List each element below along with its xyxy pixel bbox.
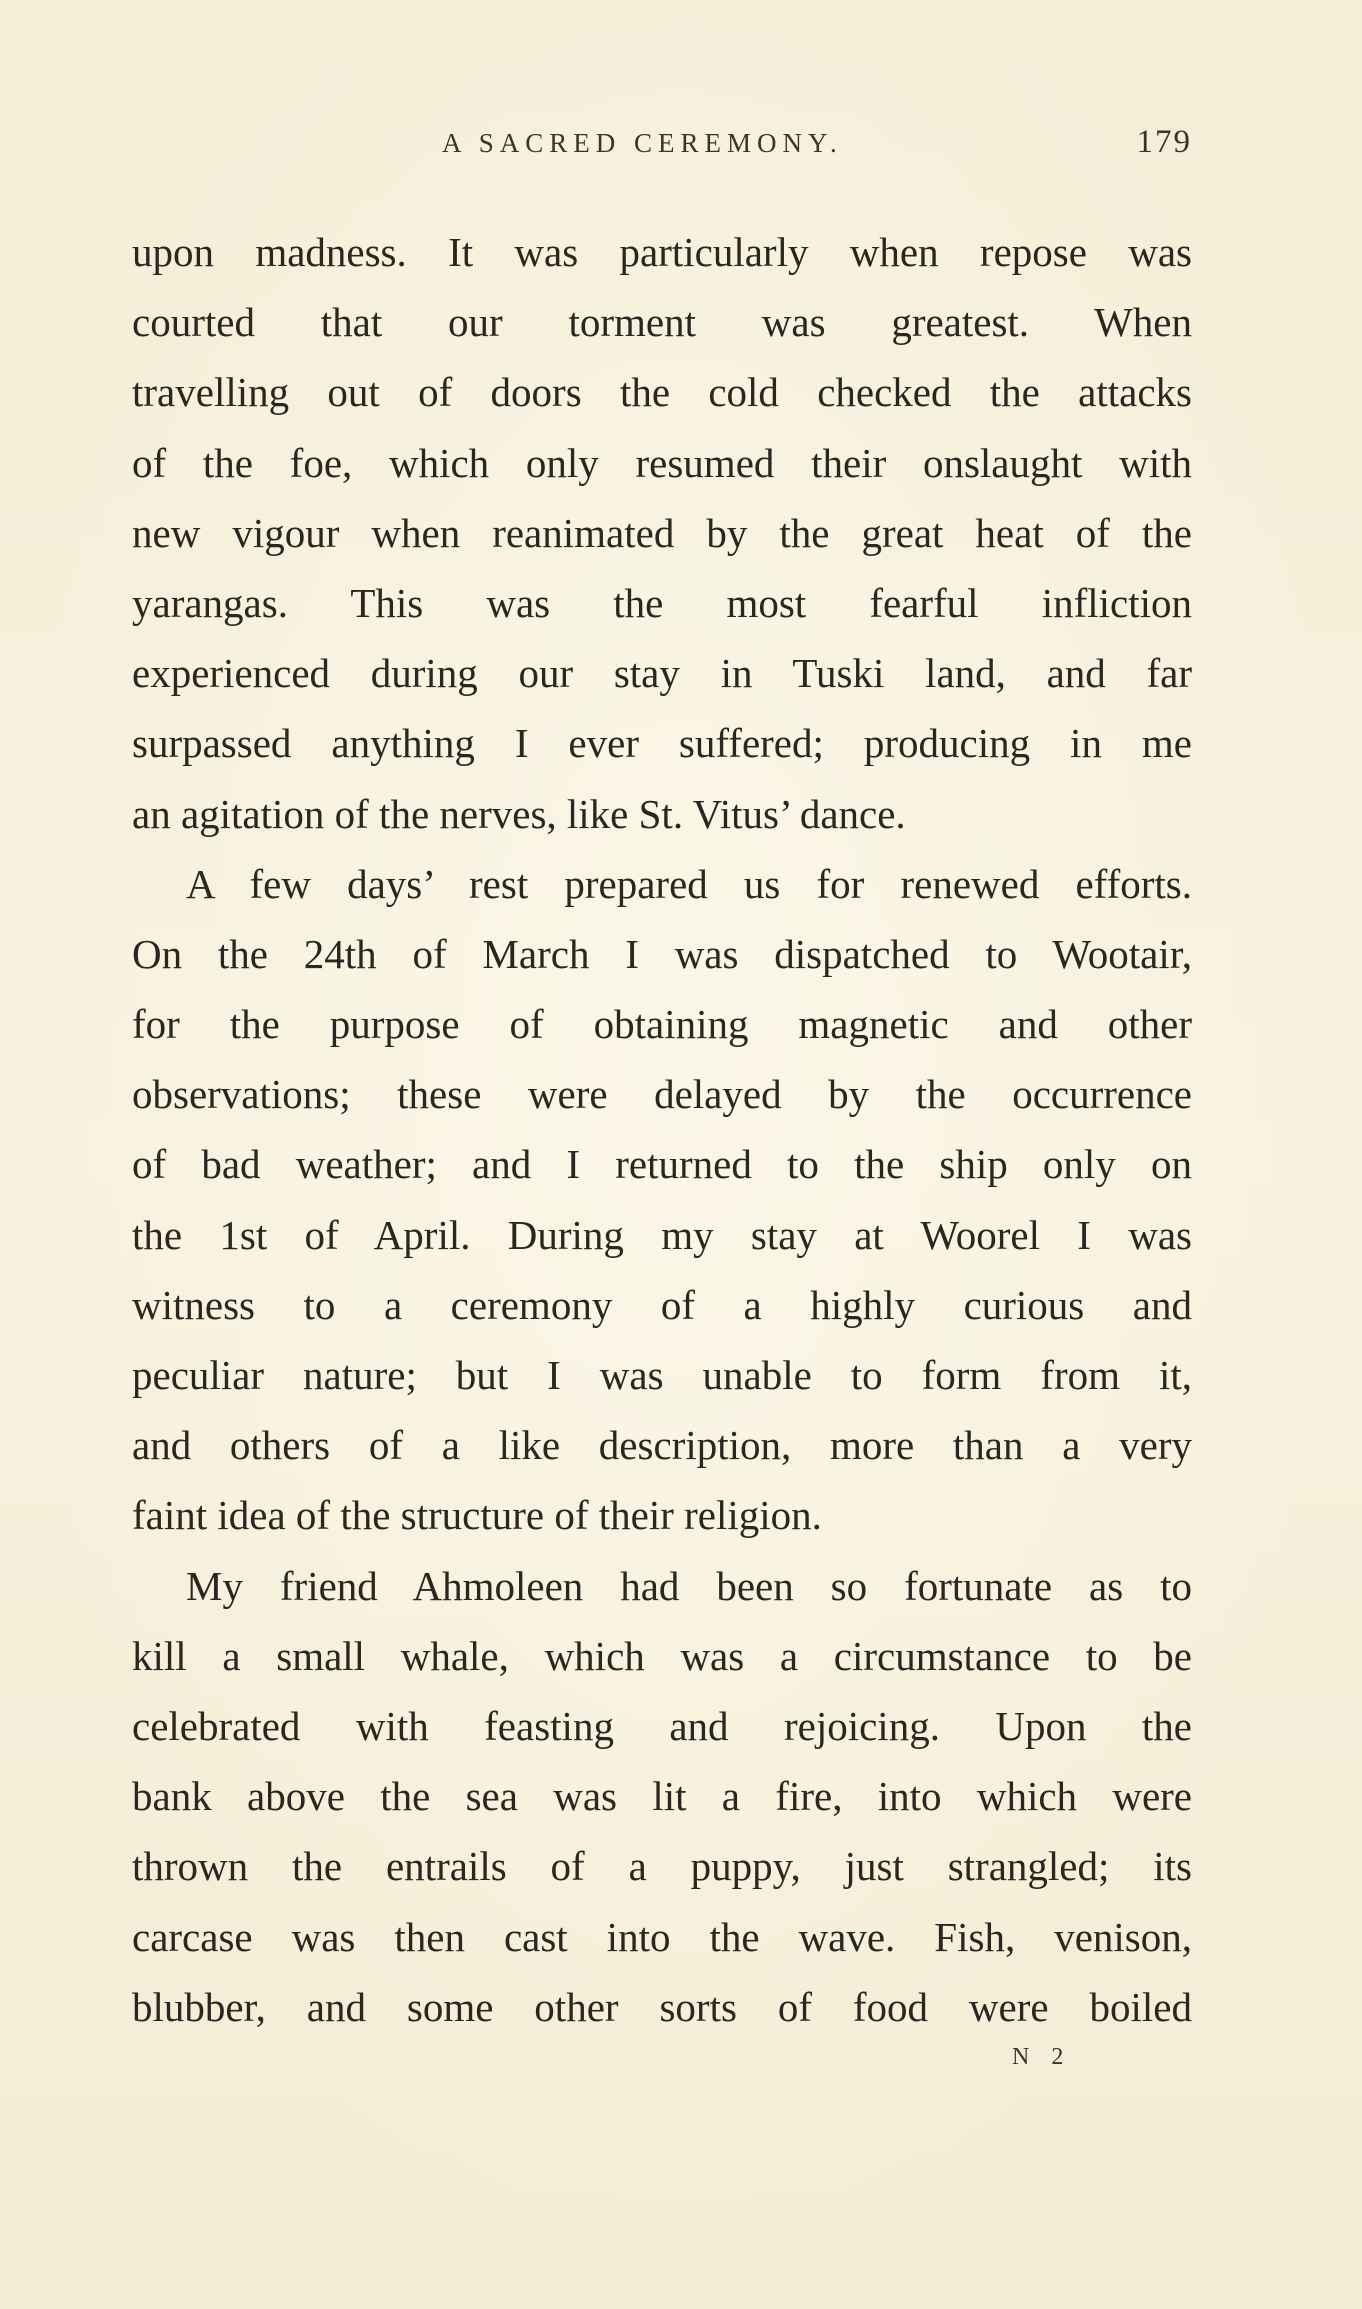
- text-line: of the foe, which only resumed their onslaught with: [132, 439, 1192, 486]
- text-line: and others of a like description, more than a very: [132, 1422, 1192, 1469]
- text-line: celebrated with feasting and rejoicing. Upon the: [132, 1702, 1192, 1749]
- text-line: new vigour when reanimated by the great heat of the: [132, 509, 1192, 556]
- text-line: experienced during our stay in Tuski land, and far: [132, 650, 1192, 697]
- text-line: peculiar nature; but I was unable to form from it,: [132, 1352, 1192, 1398]
- text-line: observations; these were delayed by the occurrence: [132, 1071, 1192, 1118]
- text-line: for the purpose of obtaining magnetic and other: [132, 1001, 1192, 1048]
- running-title: A SACRED CEREMONY.: [442, 128, 843, 158]
- text-line: kill a small whale, which was a circumstance to be: [132, 1632, 1192, 1679]
- text-line: thrown the entrails of a puppy, just strangled; its: [132, 1843, 1192, 1890]
- body-text: [132, 222, 1192, 2047]
- text-line: of bad weather; and I returned to the ship only on: [132, 1141, 1192, 1188]
- text-line-paragraph-end: an agitation of the nerves, like St. Vitus’ dance.: [132, 790, 906, 837]
- signature-mark: N 2: [1012, 2044, 1072, 2070]
- text-line: surpassed anything I ever suffered; producing in me: [132, 720, 1192, 767]
- running-head: [132, 124, 1192, 168]
- text-line: the 1st of April. During my stay at Woorel I was: [132, 1211, 1192, 1258]
- text-line: upon madness. It was particularly when repose was: [132, 229, 1192, 275]
- text-line-paragraph-start: My friend Ahmoleen had been so fortunate as to: [186, 1562, 1192, 1609]
- text-line: blubber, and some other sorts of food were boiled: [132, 1983, 1192, 2030]
- text-line: witness to a ceremony of a highly curious and: [132, 1281, 1192, 1328]
- page-number: 179: [1136, 124, 1192, 160]
- text-line: courted that our torment was greatest. When: [132, 299, 1192, 346]
- text-line: On the 24th of March I was dispatched to Wootair,: [132, 930, 1192, 977]
- text-line: yarangas. This was the most fearful infliction: [132, 579, 1192, 626]
- text-line: travelling out of doors the cold checked the attacks: [132, 369, 1192, 416]
- text-line: carcase was then cast into the wave. Fish, venison,: [132, 1913, 1192, 1960]
- text-line: bank above the sea was lit a fire, into which were: [132, 1773, 1192, 1820]
- text-line-paragraph-start: A few days’ rest prepared us for renewed efforts.: [186, 860, 1192, 907]
- text-line-paragraph-end: faint idea of the structure of their religion.: [132, 1492, 822, 1539]
